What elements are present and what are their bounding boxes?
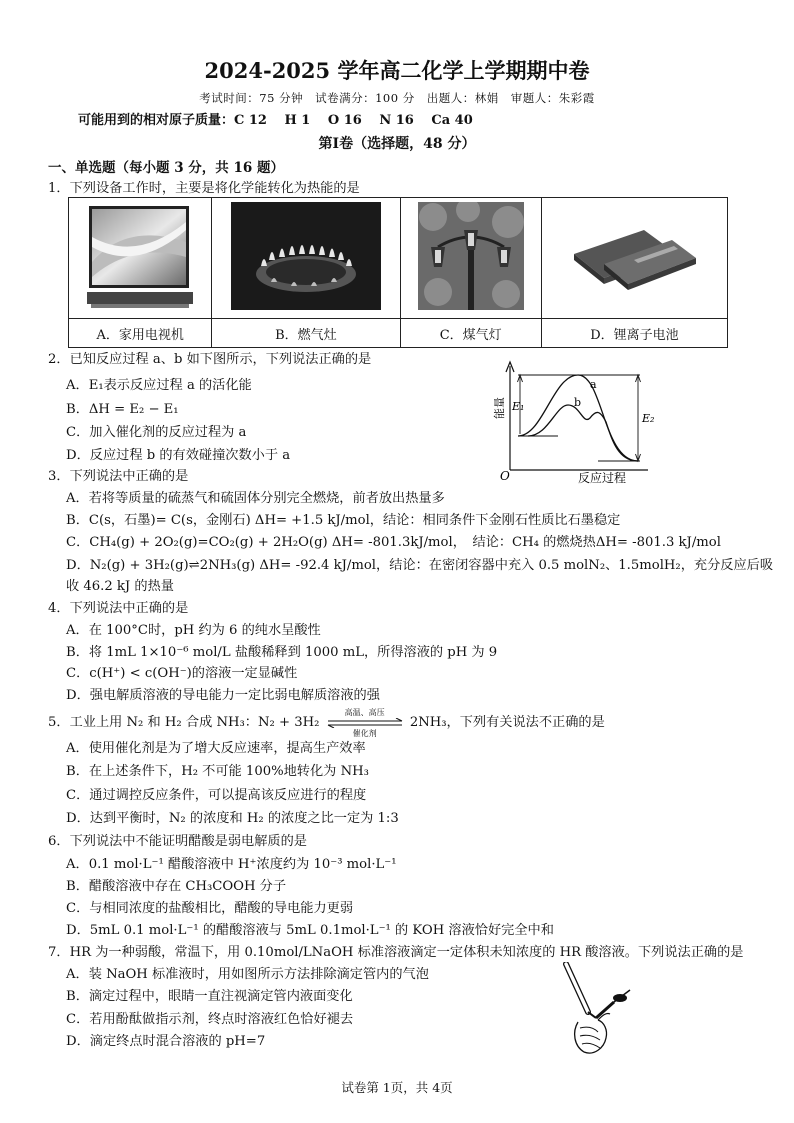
q1-stem: 1．下列设备工作时，主要是将化学能转化为热能的是 xyxy=(48,181,360,196)
q2-e1-label: E₁ xyxy=(512,400,525,413)
q1-image-gas-stove xyxy=(212,198,400,319)
q5-option-c[interactable]: C．通过调控反应条件，可以提高该反应进行的程度 xyxy=(66,788,367,803)
q5-condition-bottom: 催化剂 xyxy=(352,728,377,738)
q3-option-d-cont: 收 46.2 kJ 的热量 xyxy=(66,579,174,594)
q5-stem-post: 2NH₃，下列有关说法不正确的是 xyxy=(409,715,605,730)
q1-option-d[interactable]: D．锂离子电池 xyxy=(541,319,727,348)
part-heading: 第Ⅰ卷（选择题，48 分） xyxy=(318,136,476,152)
q6-option-c[interactable]: C．与相同浓度的盐酸相比，醋酸的导电能力更弱 xyxy=(66,901,354,916)
q5-option-a[interactable]: A．使用催化剂是为了增大反应速率，提高生产效率 xyxy=(66,741,366,756)
q2-ylabel: 能量 xyxy=(493,397,506,419)
q2-option-a[interactable]: A．E₁表示反应过程 a 的活化能 xyxy=(66,378,252,393)
q1-option-b[interactable]: B．燃气灶 xyxy=(212,319,400,348)
q2-option-b[interactable]: B．ΔH = E₂ − E₁ xyxy=(66,402,179,417)
q1-options-table xyxy=(68,197,728,348)
gas-lamp-picture xyxy=(418,202,524,310)
q2-xlabel: 反应过程 xyxy=(578,471,627,485)
q2-curve-b-label: b xyxy=(574,396,582,409)
q7-option-a[interactable]: A．装 NaOH 标准液时，用如图所示方法排除滴定管内的气泡 xyxy=(66,967,429,982)
q4-stem: 4．下列说法中正确的是 xyxy=(48,601,189,616)
section-heading: 一、单选题（每小题 3 分，共 16 题） xyxy=(48,160,284,176)
q6-option-a[interactable]: A．0.1 mol·L⁻¹ 醋酸溶液中 H⁺浓度约为 10⁻³ mol·L⁻¹ xyxy=(66,857,397,872)
q5-stem-pre: 5．工业上用 N₂ 和 H₂ 合成 NH₃：N₂ + 3H₂ xyxy=(48,715,320,730)
q7-stem: 7．HR 为一种弱酸，常温下，用 0.10mol/LNaOH 标准溶液滴定一定体积未知浓度的 HR 酸溶液。下列说法正确的是 xyxy=(48,945,744,960)
burette-bubble-removal-figure xyxy=(558,962,638,1058)
exam-meta: 考试时间：75 分钟 试卷满分：100 分 出题人：林娟 审题人：朱彩霞 xyxy=(199,91,595,105)
tv-picture xyxy=(87,202,193,310)
q2-origin: O xyxy=(500,469,510,483)
q6-stem: 6．下列说法中不能证明醋酸是弱电解质的是 xyxy=(48,834,307,849)
q3-option-b[interactable]: B．C(s，石墨)= C(s，金刚石) ΔH= +1.5 kJ/mol，结论：相同条件下金刚石性质比石墨稳定 xyxy=(66,513,621,528)
q1-option-a[interactable]: A．家用电视机 xyxy=(69,319,212,348)
q1-image-battery xyxy=(541,198,727,319)
battery-picture xyxy=(564,202,704,310)
q5-option-b[interactable]: B．在上述条件下，H₂ 不可能 100%地转化为 NH₃ xyxy=(66,764,369,779)
q4-option-c[interactable]: C．c(H⁺) < c(OH⁻)的溶液一定显碱性 xyxy=(66,666,298,681)
exam-title: 2024-2025 学年高二化学上学期期中卷 xyxy=(204,58,590,83)
q2-stem: 2．已知反应过程 a、b 如下图所示，下列说法正确的是 xyxy=(48,352,372,367)
q6-option-d[interactable]: D．5mL 0.1 mol·L⁻¹ 的醋酸溶液与 5mL 0.1mol·L⁻¹ 的 KOH 溶液恰好完全中和 xyxy=(66,923,554,938)
q2-energy-diagram xyxy=(488,360,658,485)
gas-stove-picture xyxy=(231,202,381,310)
q5-stem xyxy=(48,707,605,738)
q5-option-d[interactable]: D．达到平衡时，N₂ 的浓度和 H₂ 的浓度之比一定为 1:3 xyxy=(66,811,399,826)
q2-option-c[interactable]: C．加入催化剂的反应过程为 a xyxy=(66,425,247,440)
q3-option-d[interactable]: D．N₂(g) + 3H₂(g)⇌2NH₃(g) ΔH= -92.4 kJ/mol，结论：在密闭容器中充入 0.5 molN₂、1.5molH₂，充分反应后吸 xyxy=(66,558,774,573)
q1-image-gas-lamp xyxy=(400,198,541,319)
q1-option-c[interactable]: C．煤气灯 xyxy=(400,319,541,348)
page-footer: 试卷第 1页，共 4页 xyxy=(341,1080,453,1095)
equilibrium-arrow-icon xyxy=(326,718,404,728)
q5-condition-top: 高温、高压 xyxy=(344,707,385,717)
q2-option-d[interactable]: D．反应过程 b 的有效碰撞次数小于 a xyxy=(66,448,291,463)
q2-curve-a-label: a xyxy=(590,378,597,391)
atomic-masses: 可能用到的相对原子质量：C 12 H 1 O 16 N 16 Ca 40 xyxy=(78,113,473,128)
q1-image-tv xyxy=(69,198,212,319)
q2-e2-label: E₂ xyxy=(642,412,655,425)
q7-option-d[interactable]: D．滴定终点时混合溶液的 pH=7 xyxy=(66,1034,266,1049)
q6-option-b[interactable]: B．醋酸溶液中存在 CH₃COOH 分子 xyxy=(66,879,287,894)
q3-option-c[interactable]: C．CH₄(g) + 2O₂(g)=CO₂(g) + 2H₂O(g) ΔH= -801.3kJ/mol， 结论：CH₄ 的燃烧热ΔH= -801.3 kJ/mol xyxy=(66,535,721,550)
q7-option-b[interactable]: B．滴定过程中，眼睛一直注视滴定管内液面变化 xyxy=(66,989,353,1004)
q5-reaction-arrow xyxy=(324,707,406,738)
q7-option-c[interactable]: C．若用酚酞做指示剂，终点时溶液红色恰好褪去 xyxy=(66,1012,354,1027)
q3-stem: 3．下列说法中正确的是 xyxy=(48,469,189,484)
q4-option-b[interactable]: B．将 1mL 1×10⁻⁶ mol/L 盐酸稀释到 1000 mL，所得溶液的 pH 为 9 xyxy=(66,645,498,660)
q4-option-d[interactable]: D．强电解质溶液的导电能力一定比弱电解质溶液的强 xyxy=(66,688,380,703)
q3-option-a[interactable]: A．若将等质量的硫蒸气和硫固体分别完全燃烧，前者放出热量多 xyxy=(66,491,445,506)
q4-option-a[interactable]: A．在 100°C时，pH 约为 6 的纯水呈酸性 xyxy=(66,623,321,638)
